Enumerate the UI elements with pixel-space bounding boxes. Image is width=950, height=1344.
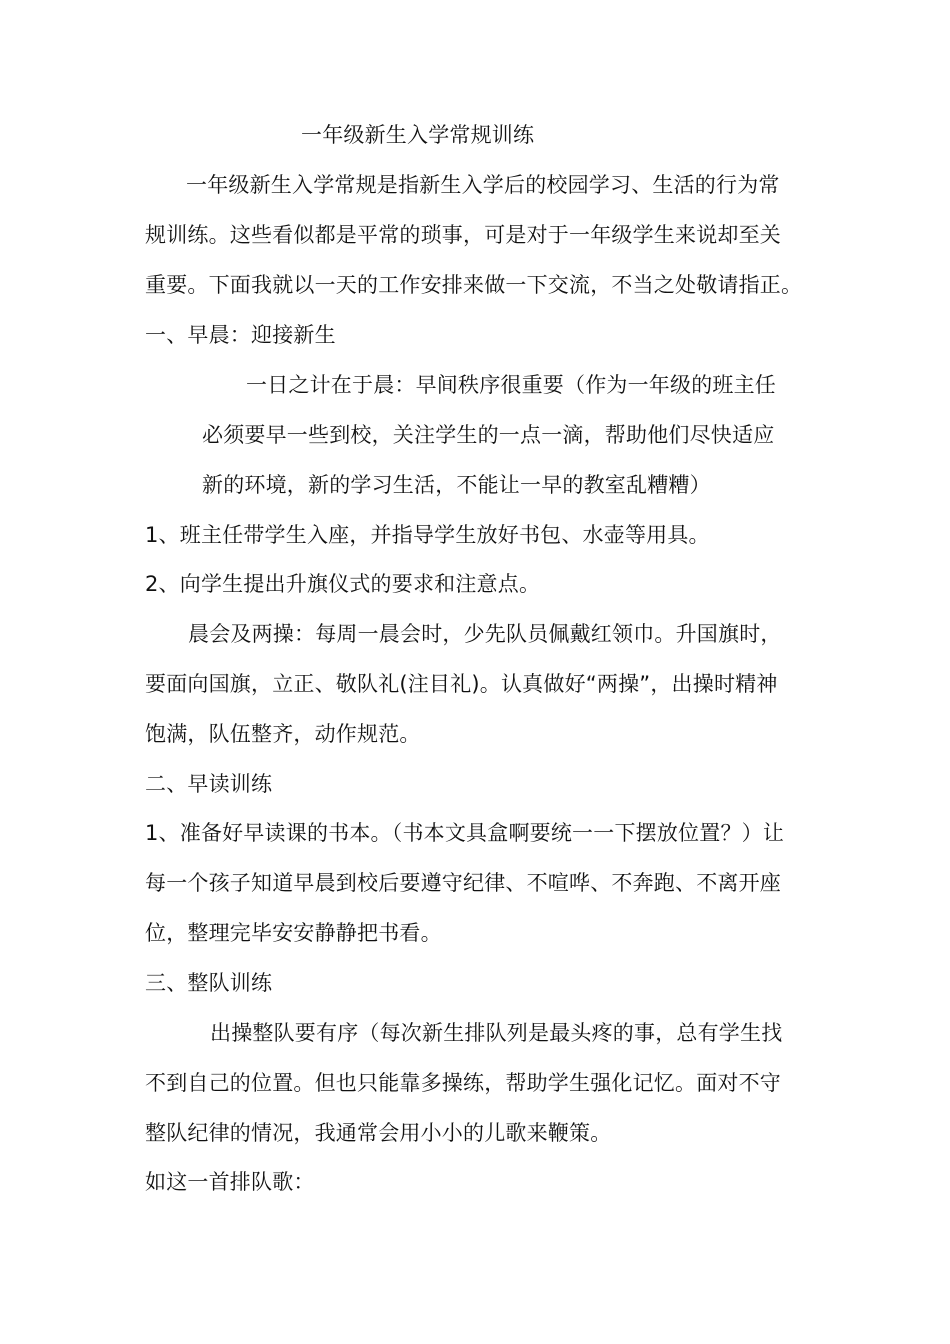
paragraph-line: 规训练。这些看似都是平常的琐事，可是对于一年级学生来说却至关: [145, 223, 781, 247]
paragraph-line: 每一个孩子知道早晨到校后要遵守纪律、不喧哗、不奔跑、不离开座: [145, 871, 781, 895]
section-heading-lineup-training: 三、整队训练: [145, 971, 273, 995]
paragraph-line: 新的环境，新的学习生活，不能让一早的教室乱糟糟）: [202, 473, 711, 497]
paragraph-line: 如这一首排队歌：: [145, 1170, 315, 1194]
paragraph-line: 必须要早一些到校，关注学生的一点一滴，帮助他们尽快适应: [202, 423, 775, 447]
paragraph-line: 晨会及两操：每周一晨会时，少先队员佩戴红领巾。升国旗时，: [188, 622, 782, 646]
section-heading-morning: 一、早晨：迎接新生: [145, 323, 336, 347]
paragraph-line: 一日之计在于晨：早间秩序很重要（作为一年级的班主任: [246, 373, 776, 397]
paragraph-line: 饱满，队伍整齐，动作规范。: [145, 722, 421, 746]
paragraph-line: 出操整队要有序（每次新生排队列是最头疼的事，总有学生找: [210, 1021, 783, 1045]
list-item: 1、班主任带学生入座，并指导学生放好书包、水壶等用具。: [145, 523, 710, 547]
document-title: 一年级新生入学常规训练: [301, 123, 535, 147]
paragraph-line: 整队纪律的情况，我通常会用小小的儿歌来鞭策。: [145, 1121, 612, 1145]
list-item: 2、向学生提出升旗仪式的要求和注意点。: [145, 572, 541, 596]
paragraph-line: 一年级新生入学常规是指新生入学后的校园学习、生活的行为常: [186, 173, 780, 197]
paragraph-line: 重要。下面我就以一天的工作安排来做一下交流，不当之处敬请指正。: [145, 273, 803, 297]
section-heading-morning-reading: 二、早读训练: [145, 772, 273, 796]
paragraph-line: 要面向国旗，立正、敬队礼(注目礼)。认真做好“两操”，出操时精神: [145, 672, 778, 696]
list-item: 1、准备好早读课的书本。（书本文具盒啊要统一一下摆放位置？）让: [145, 821, 785, 845]
paragraph-line: 不到自己的位置。但也只能靠多操练，帮助学生强化记忆。面对不守: [145, 1071, 781, 1095]
paragraph-line: 位，整理完毕安安静静把书看。: [145, 921, 442, 945]
